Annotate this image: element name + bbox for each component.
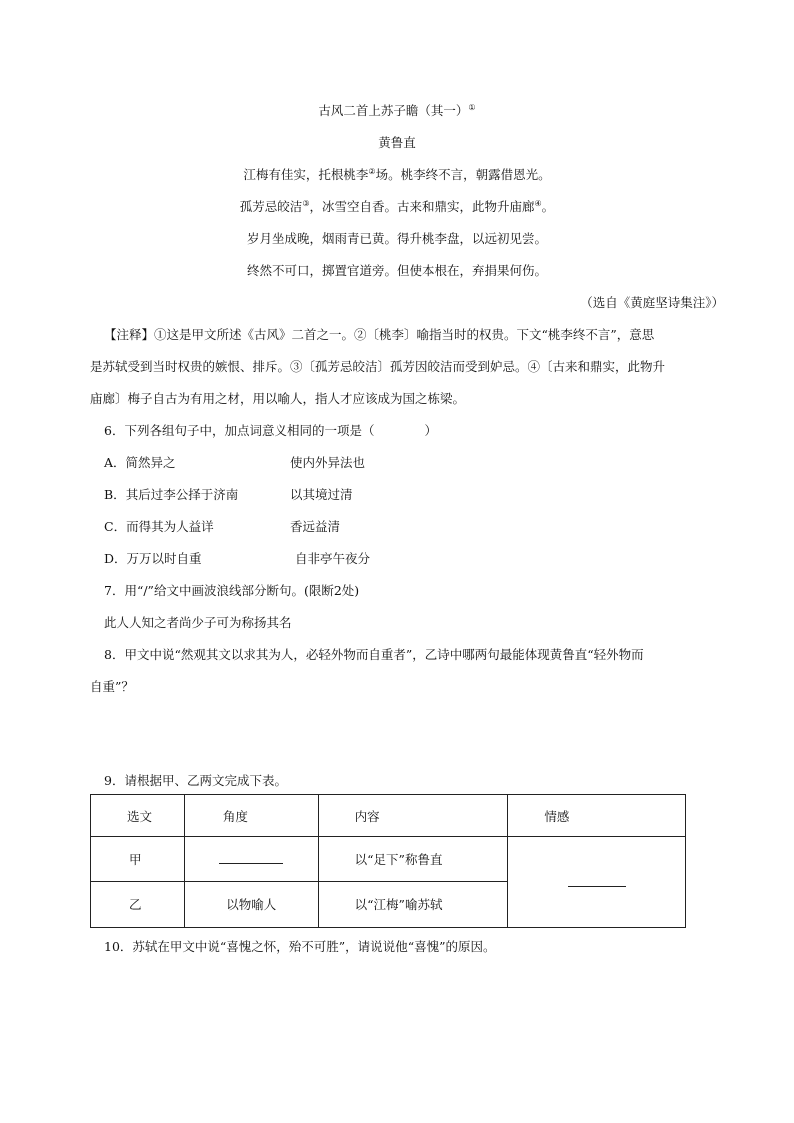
q8-line-2: 自重”？ [90, 679, 134, 694]
poem-line-2-part-3: 。 [541, 199, 555, 214]
q7-text: 此人人知之者尚少子可为称扬其名 [104, 615, 292, 630]
table-row [91, 837, 686, 881]
header-cell-qinggan [508, 795, 686, 837]
q6-option-b [104, 486, 238, 504]
header-neirong-text: 内容 [354, 808, 380, 824]
qinggan-cell [508, 837, 686, 928]
q9-stem: 9．请根据甲、乙两文完成下表。 [104, 773, 287, 788]
row-yi-wen-cell [91, 881, 185, 927]
poem-line-2 [0, 198, 794, 216]
poem-line-1-footnote-mark: ② [368, 166, 376, 176]
q6-option-d-sentence-1: 万万以时自重 [126, 551, 202, 566]
q6-option-d [104, 550, 202, 568]
row-jia-neirong-cell [318, 837, 508, 881]
qinggan-blank[interactable] [568, 874, 626, 887]
poem-line-1 [0, 166, 794, 184]
poem-line-2-part-1: 孤芳忌皎洁 [239, 199, 303, 214]
table-header-row [91, 795, 686, 837]
q6-stem: 6．下列各组句子中，加点词意义相同的一项是（ ） [104, 423, 437, 438]
poem-title [0, 102, 794, 120]
q6-option-a-sentence-1: 简然异之 [125, 455, 176, 470]
header-cell-xuanwen [91, 795, 185, 837]
poem-line-2-part-2: ，冰雪空自香。古来和鼎实，此物升庙廊 [309, 199, 535, 214]
poem-line-1-part-2: 场。桃李终不言，朝露借恩光。 [375, 167, 551, 182]
q6-option-c-label: C． [104, 519, 127, 534]
row-jia-wen-cell [91, 837, 185, 881]
header-cell-jiaodu [184, 795, 318, 837]
notes-line-2: 是苏轼受到当时权贵的嫉恨、排斥。③〔孤芳忌皎洁〕孤芳因皎洁而受到妒忌。④〔古来和鼎实，此物升 [90, 359, 666, 374]
row-yi-jiaodu: 以物喻人 [226, 897, 277, 913]
q6-option-b-sentence-1: 其后过李公择于济南 [125, 487, 239, 502]
q6-option-d-sentence-2: 自非亭午夜分 [295, 551, 371, 566]
header-cell-neirong [318, 795, 508, 837]
poem-line-1-part-1: 江梅有佳实，托根桃李 [243, 167, 369, 182]
row-yi-neirong-cell [318, 881, 508, 927]
q6-option-a-sentence-2: 使内外异法也 [290, 455, 366, 470]
q8-line-1: 8．甲文中说“然观其文以求其为人，必轻外物而自重者”，乙诗中哪两句最能体现黄鲁直“轻外物而 [104, 647, 644, 662]
poem-line-4: 终然不可口，掷置官道旁。但使本根在，弃捐果何伤。 [246, 263, 547, 278]
q7-stem: 7．用“/”给文中画波浪线部分断句。(限断2处) [104, 583, 360, 598]
poem-source: （选自《黄庭坚诗集注》） [580, 295, 724, 310]
row-jia-jiaodu-cell [184, 837, 318, 881]
q10-stem: 10．苏轼在甲文中说“喜愧之怀，殆不可胜”，请说说他“喜愧”的原因。 [104, 939, 496, 954]
q6-option-d-label: D． [104, 551, 127, 566]
poem-title-footnote-mark: ① [468, 102, 476, 112]
notes-line-1: 【注释】①这是甲文所述《古风》二首之一。②〔桃李〕喻指当时的权贵。下文“桃李终不言”，意思 [104, 327, 655, 342]
poem-line-2-footnote-mark-2: ④ [534, 198, 542, 208]
row-yi-wen: 乙 [129, 897, 142, 913]
row-jia-wen: 甲 [129, 851, 142, 867]
poem-line-2-footnote-mark-1: ③ [302, 198, 310, 208]
q9-table [90, 794, 686, 928]
header-qinggan-text: 情感 [544, 808, 570, 824]
header-jiaodu-text: 角度 [222, 808, 248, 824]
q6-option-b-sentence-2: 以其境过清 [290, 487, 353, 502]
header-xuanwen-text: 选文 [127, 808, 153, 824]
poem-author: 黄鲁直 [378, 135, 416, 150]
row-jia-jiaodu-blank[interactable] [219, 851, 283, 864]
notes-line-3: 庙廊〕梅子自古为有用之材，用以喻人，指人才应该成为国之栋梁。 [90, 391, 466, 406]
row-yi-jiaodu-cell [184, 881, 318, 927]
poem-title-text: 古风二首上苏子瞻（其一） [318, 103, 469, 118]
q6-option-c-sentence-1: 而得其为人益详 [126, 519, 214, 534]
poem-line-3: 岁月坐成晚，烟雨青已黄。得升桃李盘，以远初见尝。 [246, 231, 547, 246]
q6-option-a [104, 454, 176, 472]
q6-option-a-label: A． [104, 455, 126, 470]
q6-option-c-sentence-2: 香远益清 [290, 519, 341, 534]
row-yi-neirong: 以“江梅”喻苏轼 [354, 897, 443, 913]
row-jia-neirong: 以“足下”称鲁直 [354, 851, 443, 867]
q6-option-c [104, 518, 214, 536]
q6-option-b-label: B． [104, 487, 126, 502]
